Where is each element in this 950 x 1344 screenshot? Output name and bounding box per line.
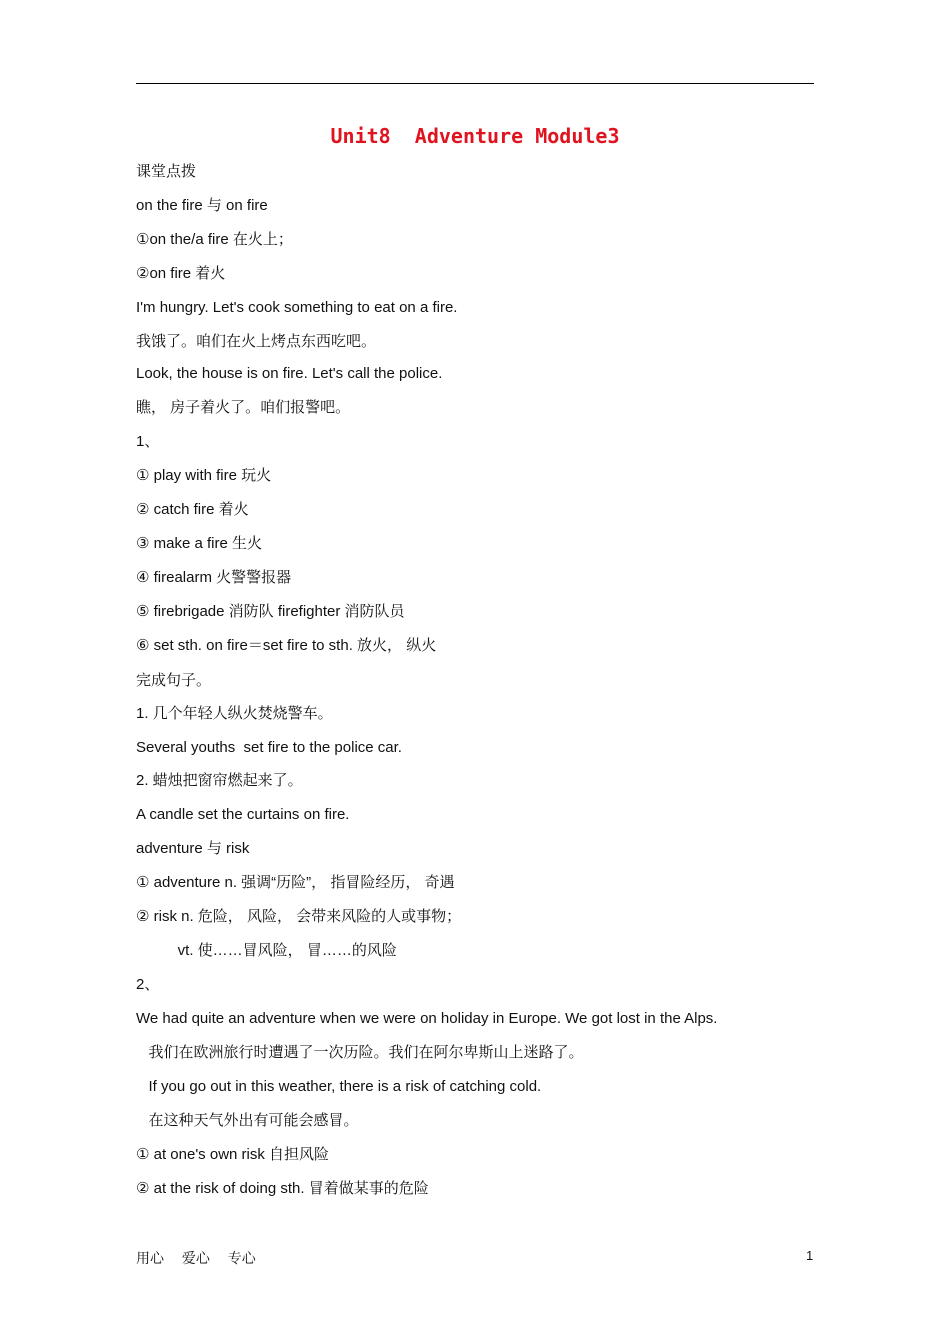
page-number: 1	[806, 1248, 814, 1263]
text-line: 瞧， 房子着火了。咱们报警吧。	[136, 399, 351, 416]
text-line: ① at one's own risk 自担风险	[136, 1146, 330, 1163]
text-line: 课堂点拨	[136, 163, 197, 180]
footer-item: 专心	[227, 1250, 256, 1266]
text-line: ①on the/a fire 在火上；	[136, 231, 293, 248]
text-line: ② risk n. 危险， 风险， 会带来风险的人或事物；	[136, 908, 462, 925]
text-line: vt. 使……冒风险， 冒……的风险	[136, 942, 397, 959]
text-line: Several youths set fire to the police car.	[136, 739, 402, 756]
text-line: ① adventure n. 强调“历险”， 指冒险经历， 奇遇	[136, 874, 455, 891]
text-line: adventure 与 risk	[136, 840, 250, 857]
text-line: ① play with fire 玩火	[136, 467, 272, 484]
text-line: ③ make a fire 生火	[136, 535, 262, 552]
text-line: I'm hungry. Let's cook something to eat on a fire.	[136, 299, 458, 316]
text-line: ② catch fire 着火	[136, 501, 249, 518]
text-line: on the fire 与 on fire	[136, 197, 268, 214]
text-line: 我们在欧洲旅行时遭遇了一次历险。我们在阿尔卑斯山上迷路了。	[136, 1044, 584, 1061]
text-line: ④ firealarm 火警警报器	[136, 569, 292, 586]
page-footer	[136, 1248, 270, 1268]
text-line: 完成句子。	[136, 672, 212, 689]
footer-item: 用心	[136, 1250, 164, 1266]
text-line: ⑥ set sth. on fire＝set fire to sth. 放火， 纵火	[136, 637, 437, 654]
footer-item: 爱心	[181, 1250, 210, 1266]
text-line: If you go out in this weather, there is a risk of catching cold.	[136, 1078, 542, 1095]
text-line: ②on fire 着火	[136, 265, 226, 282]
text-line: 2、	[136, 976, 160, 993]
text-line: 在这种天气外出有可能会感冒。	[136, 1112, 359, 1129]
text-line: 2. 蜡烛把窗帘燃起来了。	[136, 772, 303, 789]
text-line: ② at the risk of doing sth. 冒着做某事的危险	[136, 1180, 429, 1197]
text-line: We had quite an adventure when we were on holiday in Europe. We got lost in the Alps.	[136, 1010, 718, 1027]
document-title: Unit8 Adventure Module3	[330, 124, 620, 148]
text-line: 1、	[136, 433, 160, 450]
text-line: 1. 几个年轻人纵火焚烧警车。	[136, 705, 333, 722]
text-line: ⑤ firebrigade 消防队 firefighter 消防队员	[136, 603, 405, 620]
header-rule	[136, 83, 814, 84]
text-line: 我饿了。咱们在火上烤点东西吃吧。	[136, 333, 377, 350]
text-line: Look, the house is on fire. Let's call the police.	[136, 365, 443, 382]
text-line: A candle set the curtains on fire.	[136, 806, 350, 823]
